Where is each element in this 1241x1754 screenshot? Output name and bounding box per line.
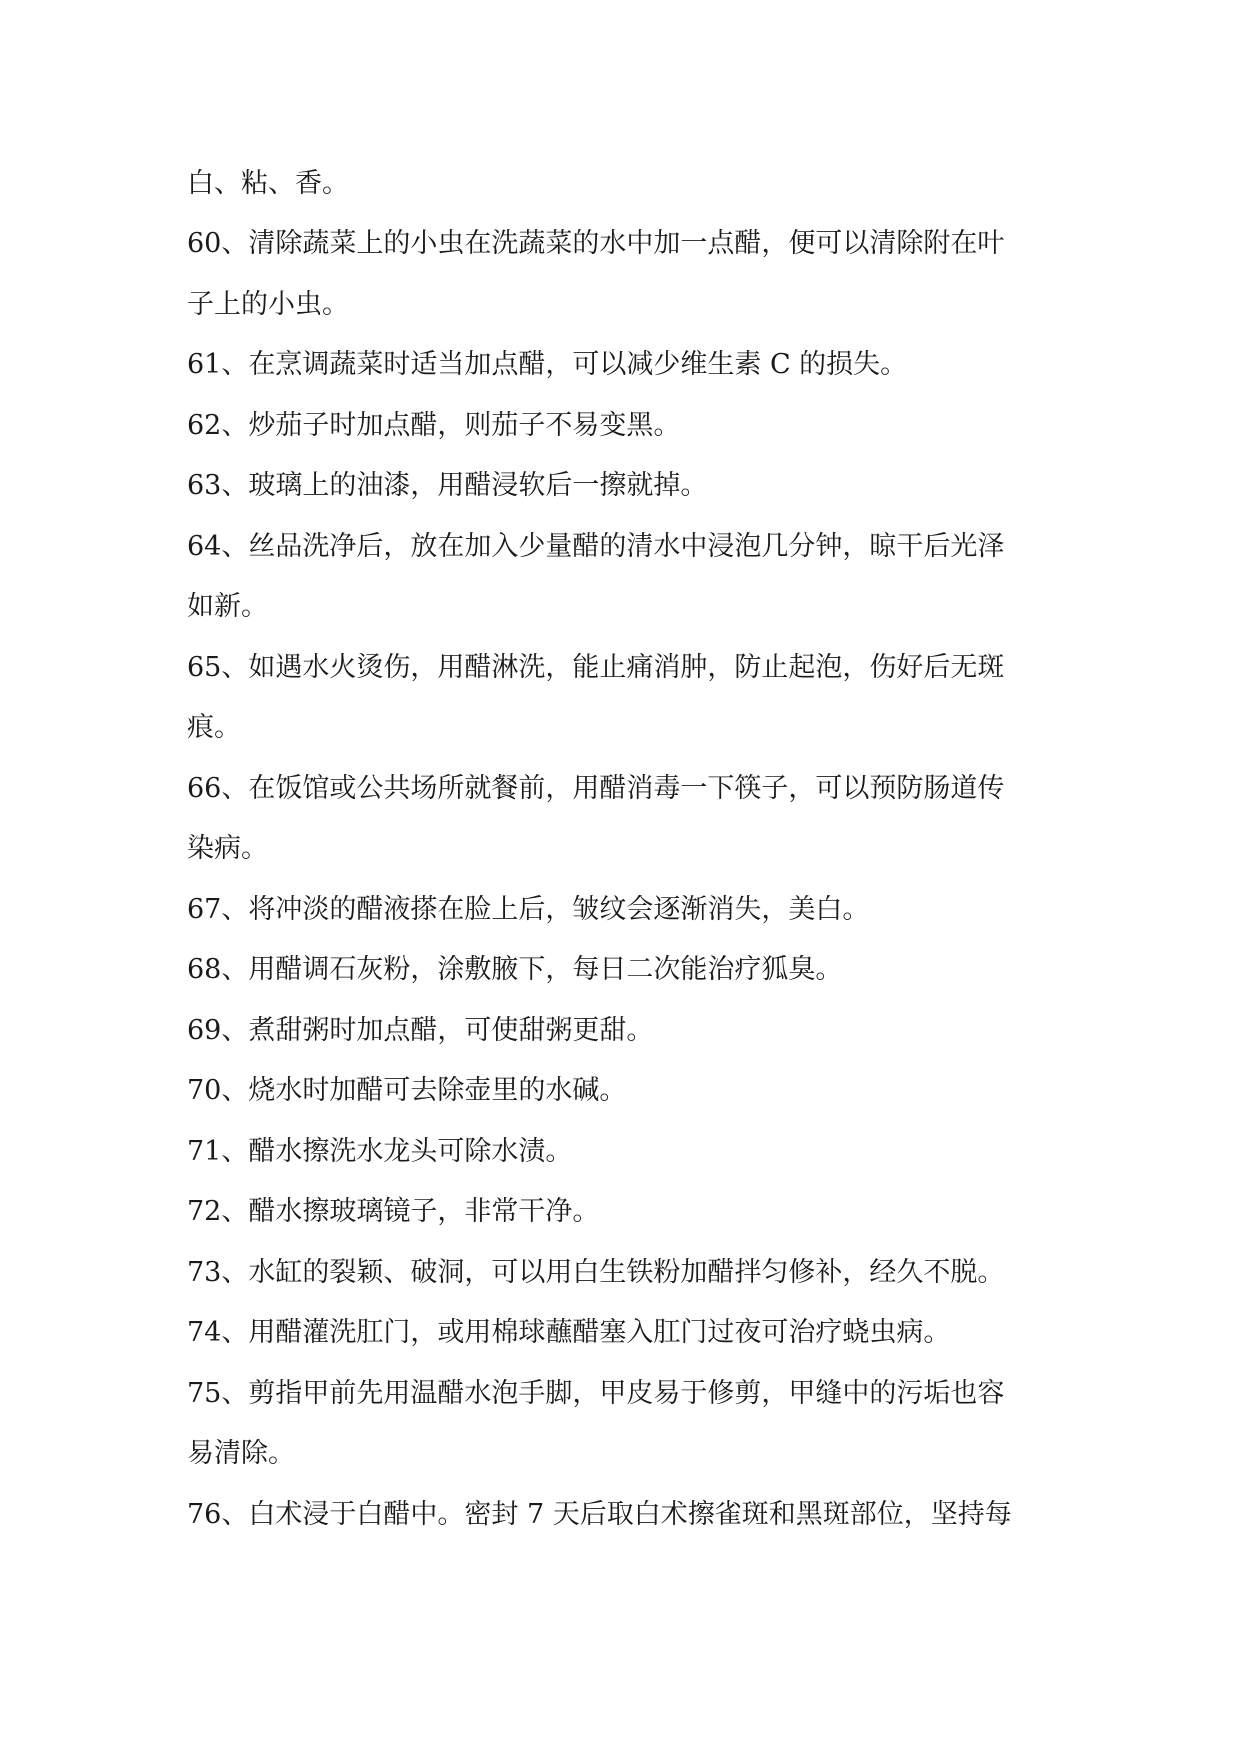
text-line: 74、用醋灌洗肛门，或用棉球蘸醋塞入肛门过夜可治疗蛲虫病。 xyxy=(187,1317,951,1348)
text-line: 72、醋水擦玻璃镜子，非常干净。 xyxy=(187,1196,600,1227)
text-line: 60、清除蔬菜上的小虫在洗蔬菜的水中加一点醋，便可以清除附在叶 xyxy=(187,228,1005,259)
text-line: 76、白术浸于白醋中。密封 7 天后取白术擦雀斑和黑斑部位，坚持每 xyxy=(187,1499,1012,1530)
text-line: 子上的小虫。 xyxy=(187,289,349,320)
text-line: 65、如遇水火烫伤，用醋淋洗，能止痛消肿，防止起泡，伤好后无斑 xyxy=(187,652,1005,683)
text-line: 痕。 xyxy=(187,712,241,743)
text-line: 染病。 xyxy=(187,833,268,864)
text-line: 白、粘、香。 xyxy=(187,168,349,199)
text-line: 68、用醋调石灰粉，涂敷腋下，每日二次能治疗狐臭。 xyxy=(187,954,843,985)
text-line: 73、水缸的裂颖、破洞，可以用白生铁粉加醋拌匀修补，经久不脱。 xyxy=(187,1257,1005,1288)
text-line: 62、炒茄子时加点醋，则茄子不易变黑。 xyxy=(187,410,681,441)
text-line: 69、煮甜粥时加点醋，可使甜粥更甜。 xyxy=(187,1015,654,1046)
text-line: 71、醋水擦洗水龙头可除水渍。 xyxy=(187,1136,573,1167)
text-line: 61、在烹调蔬菜时适当加点醋，可以减少维生素 C 的损失。 xyxy=(187,349,908,380)
text-line: 63、玻璃上的油漆，用醋浸软后一擦就掉。 xyxy=(187,470,708,501)
text-line: 64、丝品洗净后，放在加入少量醋的清水中浸泡几分钟，晾干后光泽 xyxy=(187,531,1005,562)
text-line: 66、在饭馆或公共场所就餐前，用醋消毒一下筷子，可以预防肠道传 xyxy=(187,773,1005,804)
text-line: 70、烧水时加醋可去除壶里的水碱。 xyxy=(187,1075,627,1106)
text-line: 67、将冲淡的醋液搽在脸上后，皱纹会逐渐消失，美白。 xyxy=(187,894,870,925)
text-line: 75、剪指甲前先用温醋水泡手脚，甲皮易于修剪，甲缝中的污垢也容 xyxy=(187,1378,1005,1409)
text-line: 如新。 xyxy=(187,591,268,622)
text-line: 易清除。 xyxy=(187,1438,295,1469)
